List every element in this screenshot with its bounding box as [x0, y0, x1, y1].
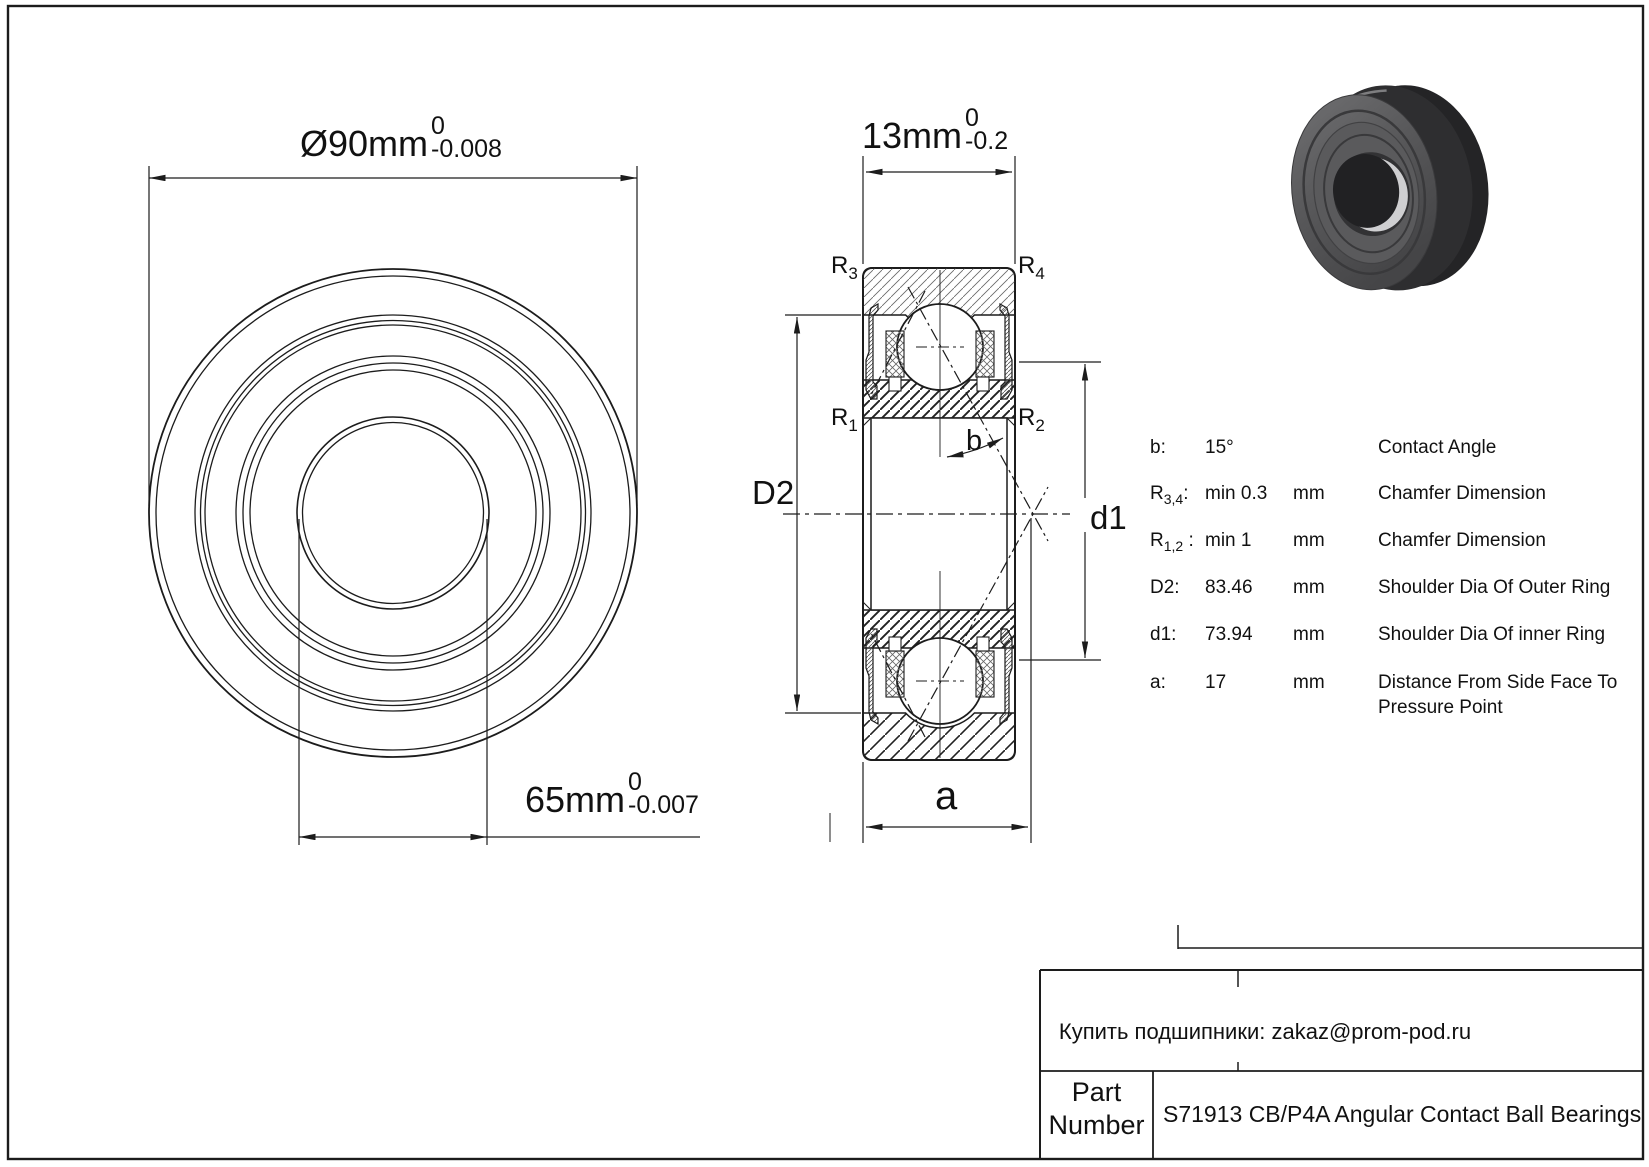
label-r4: $R_4$ — [1018, 252, 1045, 283]
spec-label: a: — [1150, 672, 1166, 693]
outer-diameter-dimension — [300, 112, 502, 170]
spec-desc: Chamfer Dimension — [1378, 530, 1546, 551]
width-dimension-lines — [863, 156, 1015, 264]
label-d2: D2 — [752, 474, 795, 511]
label-r3: $R_3$ — [831, 252, 858, 283]
front-view-drawing — [149, 166, 700, 845]
width-dimension — [862, 104, 1009, 162]
spec-value: min 0.3 — [1205, 483, 1268, 504]
part-number-label: Part Number — [1048, 1077, 1145, 1140]
spec-value: 17 — [1205, 672, 1227, 693]
spec-unit: mm — [1293, 483, 1325, 504]
spec-unit: mm — [1293, 624, 1325, 645]
spec-value: min 1 — [1205, 530, 1252, 551]
label-r1: $R_1$ — [831, 404, 858, 435]
spec-label: d1: — [1150, 624, 1177, 645]
label-d1: d1 — [1087, 499, 1130, 537]
spec-desc: Shoulder Dia Of inner Ring — [1378, 624, 1606, 645]
spec-label: b: — [1150, 437, 1166, 458]
spec-desc: Chamfer Dimension — [1378, 483, 1546, 504]
spec-value: 73.94 — [1205, 624, 1253, 645]
label-r2: $R_2$ — [1018, 404, 1045, 435]
spec-value: 83.46 — [1205, 577, 1253, 598]
bore-diameter-dimension — [525, 768, 699, 826]
bore-diameter-value: 65mm — [525, 779, 626, 820]
width-tol-upper: 0 — [965, 104, 979, 132]
spec-desc-line2: Pressure Point — [1378, 697, 1503, 718]
outer-diameter-value: Ø90mm — [300, 123, 429, 164]
spec-label: D2: — [1150, 577, 1180, 598]
spec-desc: Contact Angle — [1378, 437, 1497, 458]
spec-value: 15° — [1205, 437, 1234, 458]
spec-desc: Distance From Side Face To — [1378, 672, 1618, 693]
spec-unit: mm — [1293, 530, 1325, 551]
bore-diameter-tol-lower: -0.007 — [628, 791, 699, 819]
spec-unit: mm — [1293, 577, 1325, 598]
spec-label: $R_{3,4}$: — [1150, 483, 1189, 507]
bearing-photo — [1277, 71, 1503, 305]
outer-diameter-circle — [149, 269, 637, 757]
outer-diameter-dimension-lines — [149, 166, 637, 506]
bore-diameter-tol-upper: 0 — [628, 768, 642, 796]
part-number-value: S71913 CB/P4A Angular Contact Ball Bearings — [1163, 1101, 1642, 1127]
spec-desc: Shoulder Dia Of Outer Ring — [1378, 577, 1611, 598]
spec-unit: mm — [1293, 672, 1325, 693]
spec-label: $R_{1,2}$ : — [1150, 530, 1194, 554]
width-tol-lower: -0.2 — [965, 127, 1009, 155]
label-b: b — [966, 425, 983, 457]
outer-diameter-tol-lower: -0.008 — [431, 135, 502, 163]
label-a: a — [935, 774, 958, 818]
outer-diameter-tol-upper: 0 — [431, 112, 445, 140]
contact-info: Купить подшипники: zakaz@prom-pod.ru — [1058, 1019, 1472, 1044]
width-value: 13mm — [862, 115, 963, 156]
bore-circle — [297, 417, 489, 609]
